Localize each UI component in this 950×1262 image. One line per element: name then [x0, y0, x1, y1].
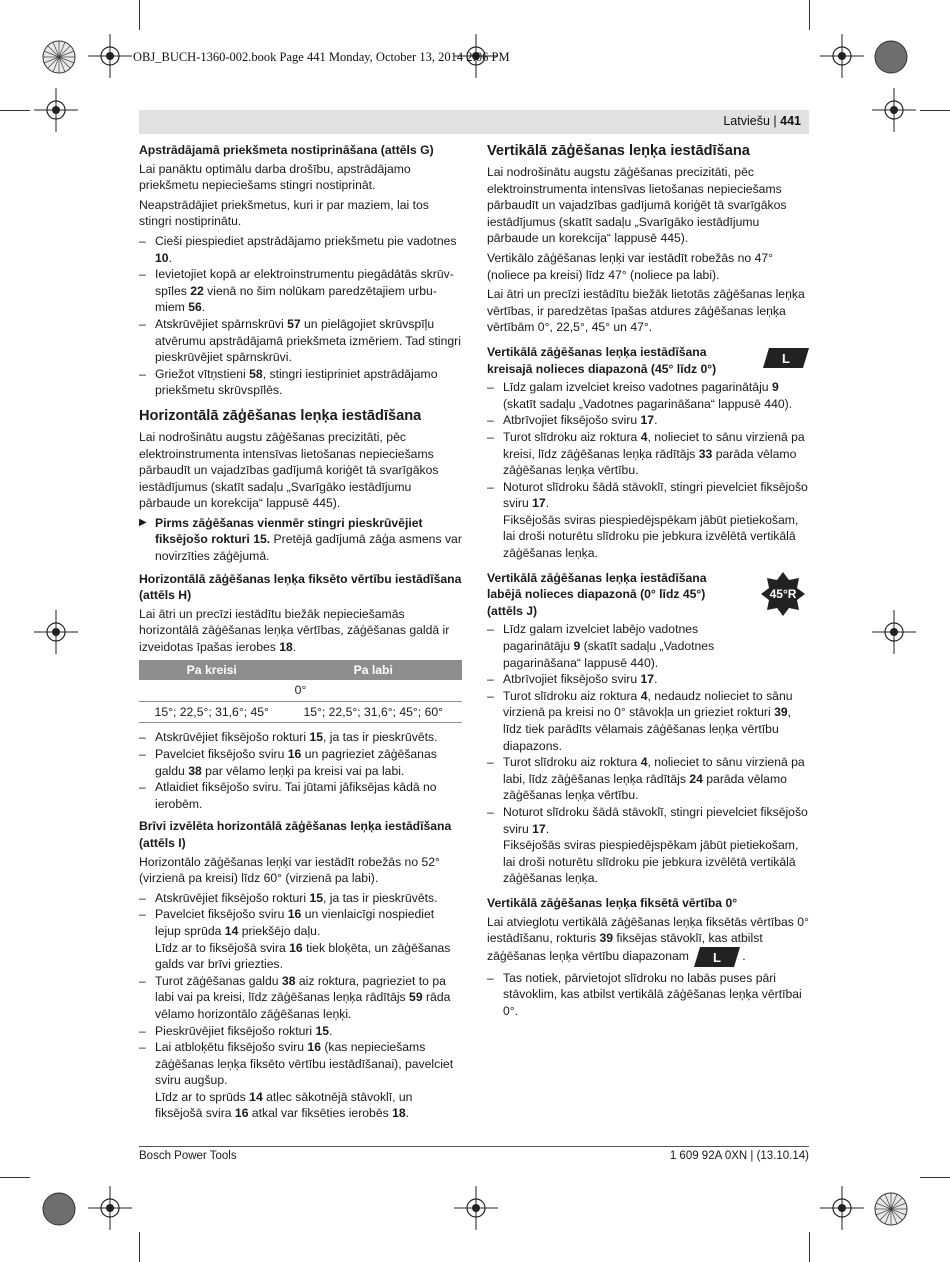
trim-line-right — [920, 110, 950, 111]
warning-note: ▶ Pirms zāģēšanas vienmēr stingri pieskrūvējiet fiksējošo rokturi 15. Pretējā gadījumā zāģa asmens var novirzīties zāģējumā. — [139, 515, 462, 564]
page-header — [723, 114, 801, 128]
list-item: – Cieši piespiediet apstrādājamo priekšmetu pie vadotnes 10. — [139, 233, 462, 266]
registration-mark-right-mid — [872, 610, 916, 654]
paragraph: Lai ātri un precīzi iestādītu biežāk lietotās zāģēšanas leņķa vērtības, ir paredzētas īpašas atdures zāģēšanas leņķa vērtībām 0°, 22,5°, 45° un 47°. — [487, 287, 805, 335]
footer-brand: Bosch Power Tools — [139, 1150, 237, 1162]
table-header: Pa kreisi — [139, 660, 284, 681]
subsection-header — [487, 570, 809, 620]
registration-mark-bottom-left — [88, 1186, 132, 1230]
page-footer — [139, 1146, 809, 1162]
header-language: Latviešu — [723, 114, 770, 128]
list-item: – Turot slīdroku aiz roktura 4, nolieciet to sānu virzienā pa labi, līdz zāģēšanas leņķa rādītājs 24 parāda vēlamo zāģēšanas leņķa vērtību. — [487, 754, 809, 804]
table-header: Pa labi — [284, 660, 462, 681]
list-item: – Atlaidiet fiksējošo sviru. Tai jūtami jāfiksējas kādā no ierobēm. — [139, 779, 462, 812]
list-item: – Līdz galam izvelciet kreiso vadotnes pagarinātāju 9 (skatīt sadaļu „Vadotnes pagarināšana“ lappusē 440). — [487, 379, 809, 412]
paragraph: Lai panāktu optimālu darba drošību, apstrādājamo priekšmetu nepieciešams stingri nostiprināt. — [139, 161, 411, 193]
list-item: – Turot slīdroku aiz roktura 4, nedaudz nolieciet to sānu virzienā pa kreisi no 0° stāvokļa un grieziet rokturi 39, līdz tiek parādīts vēlamais zāģēšanas leņķa vērtību diapazons. — [487, 688, 809, 754]
instruction-list — [487, 379, 809, 562]
paragraph: Neapstrādājiet priekšmetus, kuri ir par maziem, lai tos stingri nostiprinātu. — [139, 197, 429, 229]
registration-mark-bottom-mid — [454, 1186, 498, 1230]
page-header-bar — [139, 110, 809, 134]
left-column — [139, 142, 462, 1125]
left-bevel-badge-icon — [763, 348, 809, 368]
list-item: – Ievietojiet kopā ar elektroinstrumentu piegādātās skrūvspīles 22 vienā no šim nolūkam paredzētajiem urbumiem 56. — [139, 266, 462, 316]
paragraph: Lai nodrošinātu augstu zāģēšanas precizitāti, pēc elektroinstrumenta intensīvas lietošanas nepieciešams pārbaudīt un vajadzības gadījumā koriģēt tā svarīgākos iestādījumus (skatīt sadaļu „Svarīgāko iestādījumu pārbaude un korekcija“ lappusē 445). — [487, 165, 787, 246]
color-wheel-top-left — [42, 40, 76, 74]
subsection-header — [487, 344, 809, 377]
list-item: – Pieskrūvējiet fiksējošo rokturi 15. — [139, 1023, 462, 1040]
section-title: Brīvi izvēlēta horizontālā zāģēšanas leņķa iestādīšana (attēls I) — [139, 819, 452, 850]
instruction-list — [487, 970, 809, 1020]
paragraph: Vertikālo zāģēšanas leņķi var iestādīt robežās no 47° (noliece pa kreisi) līdz 47° (noliece pa labi). — [487, 250, 774, 282]
print-info: OBJ_BUCH-1360-002.book Page 441 Monday, October 13, 2014 2:06 PM — [133, 50, 510, 64]
instruction-list — [139, 729, 462, 812]
registration-mark-top-right — [820, 34, 864, 78]
section-heading: Vertikālā zāģēšanas leņķa iestādīšana — [487, 143, 750, 159]
section-title: Horizontālā zāģēšanas leņķa fiksēto vērtību iestādīšana (attēls H) — [139, 571, 462, 603]
table-cell: 0° — [139, 680, 462, 701]
header-separator: | — [773, 114, 777, 128]
footer-doc-id: 1 609 92A 0XN | (13.10.14) — [669, 1150, 809, 1162]
paragraph: Lai ātri un precīzi iestādītu biežāk nepieciešamās horizontālā zāģēšanas leņķa vērtības, zāģēšanas galdā ir izveidotas īpašas ierobes 18. — [139, 606, 450, 655]
list-item: – Atskrūvējiet fiksējošo rokturi 15, ja tas ir pieskrūvēts. — [139, 890, 462, 907]
gray-dot-top-right — [874, 40, 908, 74]
section-title: Apstrādājamā priekšmeta nostiprināšana (attēls G) — [139, 143, 434, 157]
instruction-list — [139, 233, 462, 399]
list-item: – Atskrūvējiet fiksējošo rokturi 15, ja tas ir pieskrūvēts. — [139, 729, 462, 746]
registration-mark-bottom-right — [820, 1186, 864, 1230]
instruction-list — [487, 621, 809, 887]
right-bevel-badge-icon — [761, 572, 805, 616]
badge-label: L — [713, 949, 722, 965]
list-item: – Tas notiek, pārvietojot slīdroku no labās puses pāri stāvoklim, kas atbilst vertikālā zāģēšanas leņķa vērtībai 0°. — [487, 970, 809, 1020]
section-title: Vertikālā zāģēšanas leņķa iestādīšana kreisajā nolieces diapazonā (45° līdz 0°) — [487, 344, 717, 376]
list-item: – Atbrīvojiet fiksējošo sviru 17. — [487, 412, 809, 429]
list-item: – Turot zāģēšanas galdu 38 aiz roktura, pagrieziet to pa labi vai pa kreisi, līdz zāģēšanas leņķa rādītājs 59 rāda vēlamo horizontālo zāģēšanas leņķi. — [139, 973, 462, 1023]
trim-line-top-vleft — [139, 0, 140, 30]
gray-dot-bottom-left — [42, 1192, 76, 1226]
page-number: 441 — [780, 114, 801, 128]
badge-label: 45°R — [769, 586, 797, 601]
trim-line-bottom-right — [920, 1177, 950, 1178]
registration-mark-top-left — [88, 34, 132, 78]
registration-mark-left-mid — [34, 610, 78, 654]
badge-label: L — [782, 350, 790, 366]
registration-mark-left-top — [34, 88, 78, 132]
table-cell: 15°; 22,5°; 31,6°; 45° — [139, 701, 284, 723]
instruction-list — [139, 890, 462, 1122]
registration-mark-right-top — [872, 88, 916, 132]
list-item: – Pavelciet fiksējošo sviru 16 un vienlaicīgi nospiediet lejup sprūda 14 priekšējo daļu. Līdz ar to fiksējošā svira 16 tiek bloķēta, un zāģēšanas galds var brīvi griezties. — [139, 906, 462, 972]
triangle-bullet-icon: ▶ — [139, 516, 147, 528]
list-item: – Pavelciet fiksējošo sviru 16 un pagrieziet zāģēšanas galdu 38 par vēlamo leņķi pa kreisi vai pa labi. — [139, 746, 462, 779]
section-heading: Horizontālā zāģēšanas leņķa iestādīšana — [139, 407, 422, 424]
section-title: Vertikālā zāģēšanas leņķa fiksētā vērtība 0° — [487, 895, 738, 910]
list-item: – Turot slīdroku aiz roktura 4, nolieciet to sānu virzienā pa kreisi, līdz zāģēšanas leņķa rādītājs 33 parāda vēlamo zāģēšanas leņķa vērtību. — [487, 429, 809, 479]
list-item: – Līdz galam izvelciet labējo vadotnes pagarinātāju 9 (skatīt sadaļu „Vadotnes pagarināšana“ lappusē 440). — [487, 621, 809, 671]
paragraph: Lai nodrošinātu augstu zāģēšanas precizitāti, pēc elektroinstrumenta intensīvas lietošanas nepieciešams pārbaudīt un vajadzības gadījumā koriģēt tā svarīgākos iestādījumus (skatīt sadaļu „Svarīgāko iestādījumu pārbaude un korekcija“ lappusē 445). — [139, 429, 439, 511]
preset-angle-table — [139, 660, 462, 724]
table-cell: 15°; 22,5°; 31,6°; 45°; 60° — [284, 701, 462, 723]
list-item: – Griežot vītņstieni 58, stingri iestipriniet apstrādājamo priekšmetu skrūvspīlēs. — [139, 366, 462, 399]
trim-line-left — [0, 110, 30, 111]
left-bevel-badge-icon — [694, 947, 740, 967]
right-column — [487, 142, 809, 1023]
trim-line-bottom-vleft — [139, 1232, 140, 1262]
paragraph: Lai atvieglotu vertikālā zāģēšanas leņķa fiksētās vērtības 0° iestādīšanu, rokturis 39 fiksējas stāvoklī, kas atbilst zāģēšanas leņķa vērtību diapazonam L . — [487, 914, 809, 965]
list-item: – Lai atbloķētu fiksējošo sviru 16 (kas nepieciešams zāģēšanas leņķa fiksēto vērtību iestādīšanai), pavelciet sviru augšup. Līdz ar to sprūds 14 atlec sākotnējā stāvoklī, un fiksējošā svira 16 atkal var fiksēties ierobēs 18. — [139, 1039, 462, 1122]
trim-line-bottom-vright — [809, 1232, 810, 1262]
list-item: – Atbrīvojiet fiksējošo sviru 17. — [487, 671, 809, 688]
section-title: Vertikālā zāģēšanas leņķa iestādīšana labējā nolieces diapazonā (0° līdz 45°) (attēls J) — [487, 570, 707, 618]
trim-line-top-vright — [809, 0, 810, 30]
list-item: – Noturot slīdroku šādā stāvoklī, stingri pievelciet fiksējošo sviru 17. Fiksējošās sviras piespiedējspēkam jābūt pietiekošam, lai droši noturētu slīdroku pie jebkura izvēlētā vertikālā zāģēšanas leņķa. — [487, 804, 809, 887]
trim-line-bottom-left — [0, 1177, 30, 1178]
paragraph: Horizontālo zāģēšanas leņķi var iestādīt robežās no 52° (virzienā pa kreisi) līdz 60° (virzienā pa labi). — [139, 854, 440, 886]
list-item: – Noturot slīdroku šādā stāvoklī, stingri pievelciet fiksējošo sviru 17. Fiksējošās sviras piespiedējspēkam jābūt pietiekošam, lai droši noturētu slīdroku pie jebkura izvēlētā vertikālā zāģēšanas leņķa. — [487, 479, 809, 562]
list-item: – Atskrūvējiet spārnskrūvi 57 un pielāgojiet skrūvspīļu atvērumu apstrādājamā priekšmeta izmēriem. Tad stingri pieskrūvējiet spārnskrūvi. — [139, 316, 462, 366]
color-wheel-bottom-right — [874, 1192, 908, 1226]
